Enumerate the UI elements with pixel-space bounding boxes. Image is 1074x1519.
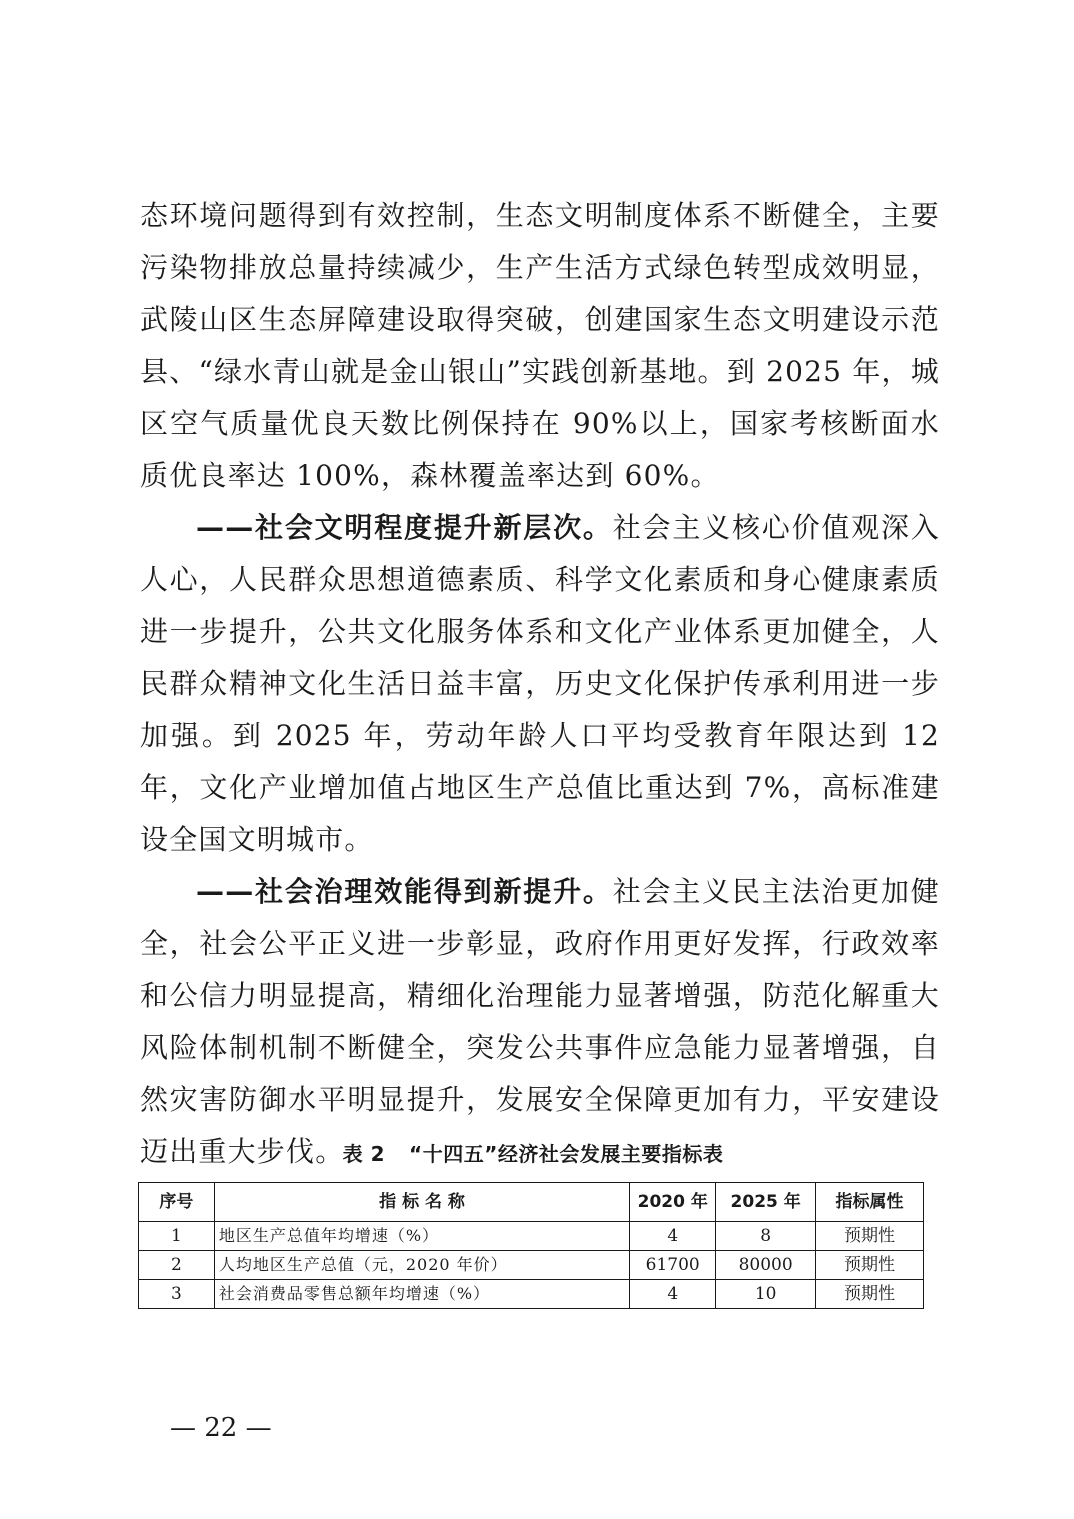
cell-2020: 4: [630, 1222, 716, 1251]
paragraph-lead-social-governance: ——社会治理效能得到新提升。: [196, 875, 613, 908]
table-row: [139, 1251, 924, 1280]
paragraph-lead-social-civilization: ——社会文明程度提升新层次。: [196, 511, 613, 544]
table-caption: [140, 1140, 926, 1168]
table-label: 表 2: [342, 1142, 386, 1166]
cell-attr: 预期性: [816, 1222, 924, 1251]
table-title: “十四五”经济社会发展主要指标表: [409, 1142, 724, 1166]
paragraph-body-social-governance: 社会主义民主法治更加健全，社会公平正义进一步彰显，政府作用更好发挥，行政效率和公信力明显提高，精细化治理能力显著增强，防范化解重大风险体制机制不断健全，突发公共事件应急能力显著增强，自然灾害防御水平明显提升，发展安全保障更加有力，平安建设迈出重大步伐。: [140, 875, 941, 1168]
table-row: [139, 1222, 924, 1251]
cell-2020: 61700: [630, 1251, 716, 1280]
paragraph-social-civilization: [140, 502, 940, 866]
paragraph-body-social-civilization: 社会主义核心价值观深入人心，人民群众思想道德素质、科学文化素质和身心健康素质进一步提升，公共文化服务体系和文化产业体系更加健全，人民群众精神文化生活日益丰富，历史文化保护传承利用进一步加强。到 2025 年，劳动年龄人口平均受教育年限达到 12 年，文化产业增加值占地区生产总值比重达到 7%，高标准建设全国文明城市。: [140, 511, 941, 856]
header-seq: 序号: [139, 1183, 215, 1222]
body-text: [140, 190, 940, 1178]
table-header-row: [139, 1183, 924, 1222]
paragraph-social-governance: [140, 866, 940, 1178]
header-2020: 2020 年: [630, 1183, 716, 1222]
cell-2020: 4: [630, 1280, 716, 1309]
cell-2025: 8: [716, 1222, 816, 1251]
header-2025: 2025 年: [716, 1183, 816, 1222]
cell-seq: 1: [139, 1222, 215, 1251]
cell-seq: 2: [139, 1251, 215, 1280]
page-number: — 22 —: [170, 1413, 272, 1443]
paragraph-ecology: 态环境问题得到有效控制，生态文明制度体系不断健全，主要污染物排放总量持续减少，生产生活方式绿色转型成效明显，武陵山区生态屏障建设取得突破，创建国家生态文明建设示范县、“绿水青山就是金山银山”实践创新基地。到 2025 年，城区空气质量优良天数比例保持在 90%以上，国家考核断面水质优良率达 100%，森林覆盖率达到 60%。: [140, 199, 940, 492]
cell-name: 社会消费品零售总额年均增速（%）: [214, 1280, 629, 1309]
cell-attr: 预期性: [816, 1280, 924, 1309]
header-attr: 指标属性: [816, 1183, 924, 1222]
cell-2025: 80000: [716, 1251, 816, 1280]
cell-2025: 10: [716, 1280, 816, 1309]
cell-seq: 3: [139, 1280, 215, 1309]
cell-name: 地区生产总值年均增速（%）: [214, 1222, 629, 1251]
table-row: [139, 1280, 924, 1309]
indicators-table: [138, 1182, 924, 1309]
cell-attr: 预期性: [816, 1251, 924, 1280]
cell-name: 人均地区生产总值（元，2020 年价）: [214, 1251, 629, 1280]
header-name: 指 标 名 称: [214, 1183, 629, 1222]
